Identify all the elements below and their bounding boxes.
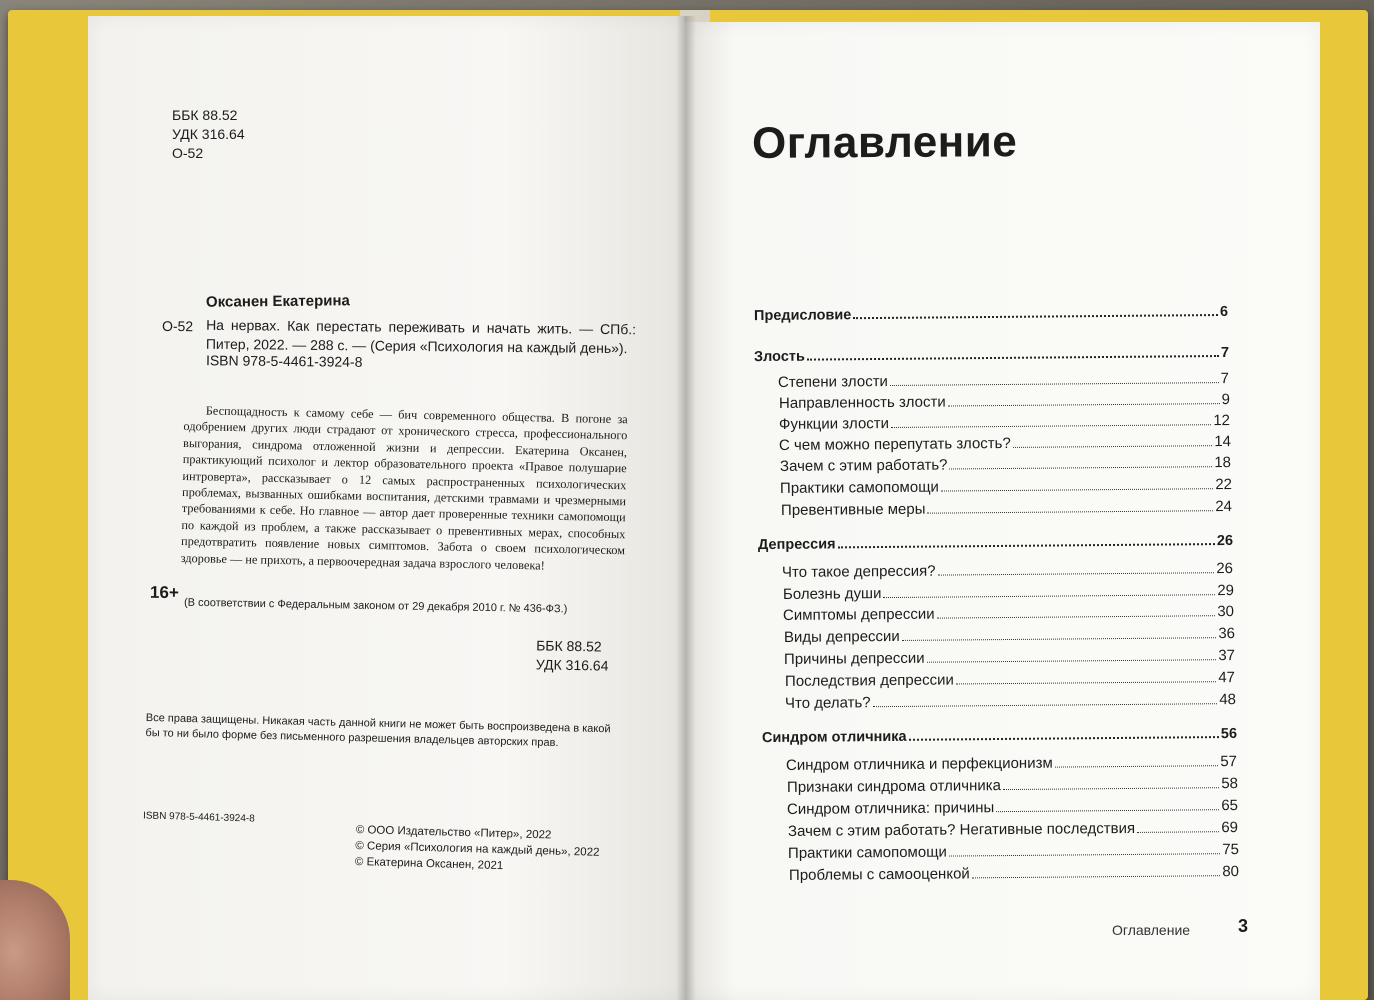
toc-leader-dots: [950, 466, 1213, 469]
toc-page-number: 80: [1222, 863, 1240, 881]
toc-leader-dots: [873, 703, 1218, 707]
toc-label: Функции злости: [778, 415, 890, 433]
toc-section: [754, 345, 1229, 365]
toc-leader-dots: [1055, 765, 1219, 767]
toc-entry: [788, 819, 1238, 840]
toc-section: [754, 304, 1228, 324]
toc-page-number: 18: [1214, 454, 1232, 472]
toc-leader-dots: [909, 736, 1219, 741]
toc-page-number: 6: [1219, 303, 1229, 321]
toc-label: Практики самопомощи: [787, 843, 947, 862]
toc-page-number: 12: [1213, 412, 1231, 430]
toc-entry: [783, 603, 1234, 624]
toc-page-number: 69: [1221, 819, 1239, 837]
toc-page-number: 37: [1218, 647, 1236, 665]
toc-label: Зачем с этим работать?: [779, 456, 948, 475]
running-footer: Оглавление: [1112, 922, 1191, 938]
toc-entry: [780, 454, 1231, 475]
toc-leader-dots: [883, 594, 1215, 598]
toc-entry: [785, 669, 1235, 690]
copyright-line: © Екатерина Оксанен, 2021: [354, 855, 504, 873]
toc-page-number: 24: [1215, 498, 1233, 516]
age-rating-note: (В соответствии с Федеральным законом от 29 декабря 2010 г. № 436-ФЗ.): [183, 596, 568, 616]
author-name: Оксанен Екатерина: [205, 292, 350, 311]
toc-page-number: 56: [1220, 725, 1238, 743]
toc-label: Синдром отличника и перфекционизм: [785, 754, 1053, 774]
page-number: 3: [1238, 916, 1249, 936]
toc-label: Зачем с этим работать? Негативные последствия: [787, 819, 1136, 840]
toc-page-number: 22: [1215, 476, 1233, 494]
toc-page-number: 9: [1221, 391, 1231, 409]
toc-label: Депрессия: [757, 536, 836, 554]
toc-entry: [782, 560, 1233, 581]
toc-label: Направленность злости: [778, 393, 946, 412]
toc-label: Последствия депрессии: [784, 671, 954, 690]
bbk-code-bottom: ББК 88.52: [536, 637, 602, 655]
toc-page-number: 36: [1218, 625, 1236, 643]
toc-page-number: 29: [1217, 582, 1235, 600]
toc-label: Синдром отличника: причины: [786, 799, 995, 818]
toc-label: Причины депрессии: [783, 649, 925, 668]
toc-entry: [779, 433, 1231, 454]
toc-label: Превентивные меры: [780, 500, 926, 519]
toc-entry: [787, 797, 1238, 818]
toc-page-number: 7: [1220, 370, 1230, 388]
copyright-line: © Серия «Психология на каждый день», 2022: [355, 839, 600, 859]
toc-entry: [786, 753, 1237, 774]
udk-code: УДК 316.64: [172, 126, 245, 142]
toc-label: Признаки синдрома отличника: [786, 777, 1002, 796]
toc-page-number: 57: [1220, 753, 1238, 771]
toc-leader-dots: [891, 424, 1211, 428]
copyright-line: © ООО Издательство «Питер», 2022: [355, 823, 552, 842]
book-abstract: Беспощадность к самому себе — бич современного общества. В погоне за одобрением других люди страдают от хронического стресса, профессионального выгорания, синдрома отложенной жизни и депрессии. Екатерина Оксанен, практикующий психолог и лектор образовательного проекта «Правое полушарие интроверта», рассказывает о 12 самых распространенных психологических проблемах, вызванных ошибками воспитания, детскими травмами и чрезмерными требованиями к себе. Но главное — автор дает проверенные техники самопомощи по каждой из проблем, а также рассказывает о превентивных мерах, способных предотвратить появление новых симптомов. Забота о своем психологическом здоровье — не прихоть, а первоочередная задача взрослого человека!: [180, 403, 628, 573]
toc-label: Что делать?: [784, 694, 871, 712]
toc-page-number: 26: [1216, 532, 1234, 550]
toc-leader-dots: [807, 355, 1219, 361]
toc-leader-dots: [972, 875, 1221, 878]
toc-page-number: 14: [1214, 433, 1232, 451]
toc-entry: [779, 412, 1230, 433]
toc-leader-dots: [956, 681, 1216, 684]
toc-label: Практики самопомощи: [779, 478, 939, 497]
toc-label: Синдром отличника: [761, 728, 907, 747]
toc-leader-dots: [996, 809, 1219, 812]
toc-leader-dots: [937, 615, 1216, 618]
toc-page-number: 75: [1222, 841, 1240, 859]
age-rating: 16+: [149, 582, 179, 603]
toc-leader-dots: [1013, 445, 1213, 448]
toc-label: С чем можно перепутать злость?: [778, 434, 1011, 454]
toc-page-number: 30: [1217, 603, 1235, 621]
toc-entry: [779, 391, 1230, 412]
toc-leader-dots: [949, 853, 1220, 856]
toc-section: [762, 726, 1237, 746]
isbn-line: ISBN 978-5-4461-3924-8: [205, 352, 363, 370]
toc-label: Степени злости: [777, 373, 888, 391]
toc-label: Болезнь души: [782, 585, 882, 603]
toc-entry: [784, 625, 1235, 646]
toc-leader-dots: [941, 488, 1213, 491]
toc-entry: [787, 775, 1238, 796]
toc-label: Виды депрессии: [783, 627, 900, 646]
toc-entry: [781, 498, 1232, 519]
toc-label: Предисловие: [753, 307, 852, 325]
toc-leader-dots: [890, 382, 1219, 386]
toc-page-number: 58: [1221, 775, 1239, 793]
toc-leader-dots: [902, 637, 1217, 641]
call-code: О-52: [172, 145, 204, 161]
toc-entry: [785, 691, 1236, 712]
udk-code-bottom: УДК 316.64: [535, 656, 609, 674]
toc-leader-dots: [838, 543, 1215, 548]
toc-page-number: 48: [1219, 691, 1237, 709]
toc-label: Проблемы с самооценкой: [788, 865, 970, 884]
toc-label: Симптомы депрессии: [782, 605, 935, 624]
toc-leader-dots: [938, 572, 1215, 575]
toc-leader-dots: [927, 659, 1217, 663]
toc-page-number: 7: [1220, 344, 1230, 361]
toc-label: Что такое депрессия?: [781, 562, 936, 581]
toc-page-number: 26: [1216, 560, 1234, 578]
toc-label: Злость: [753, 348, 805, 366]
toc-leader-dots: [928, 510, 1214, 513]
toc-leader-dots: [853, 314, 1218, 319]
isbn-bottom: ISBN 978-5-4461-3924-8: [142, 810, 255, 825]
bbk-code: ББК 88.52: [172, 107, 238, 123]
toc-entry: [778, 370, 1229, 391]
toc-entry: [784, 647, 1235, 668]
toc-entry: [783, 582, 1234, 603]
call-mark: О-52: [161, 317, 194, 335]
toc-leader-dots: [1137, 831, 1219, 833]
toc-entry: [789, 863, 1239, 884]
toc-entry: [788, 841, 1239, 862]
toc-leader-dots: [948, 403, 1220, 406]
toc-page-number: 47: [1218, 669, 1236, 687]
biblio-text: На нервах. Как перестать переживать и начать жить. — СПб.: Питер, 2022. — 288 с. — (Серия «Психология на каждый день»).: [205, 316, 637, 357]
toc-section: [758, 533, 1233, 553]
toc-leader-dots: [1003, 787, 1219, 790]
toc-page-number: 65: [1221, 797, 1239, 815]
toc-entry: [780, 476, 1232, 497]
rights-notice: Все права защищены. Никакая часть данной книги не может быть воспроизведена в какой бы то ни было форме без письменного разрешения владельцев авторских прав.: [145, 711, 611, 750]
toc-title: Оглавление: [751, 117, 1018, 168]
